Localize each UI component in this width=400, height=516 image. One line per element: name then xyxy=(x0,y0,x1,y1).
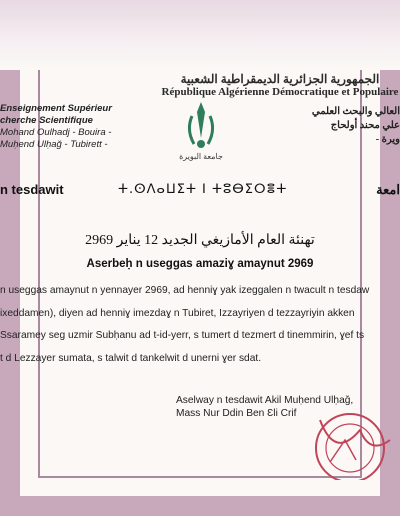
logo-caption: جامعة البويرة xyxy=(179,152,223,161)
university-name-arabic: امعة xyxy=(376,182,400,197)
left-header-line3: Mohand Oulhadj - Bouira - xyxy=(0,127,112,138)
right-header xyxy=(300,105,400,147)
greeting-title: Aserbeḥ n useggas amaziɣ amaynut 2969 xyxy=(86,258,314,270)
body-line: Ssaramey seg uzmir Subḥanu ad t-id-yerr, s tumert d tezmert d tinemmirin, ɣef ts xyxy=(0,330,365,341)
frame-top-band xyxy=(0,0,400,70)
university-logo-icon xyxy=(178,98,224,158)
republic-arabic: الجمهورية الجزائرية الديمقراطية الشعبية xyxy=(180,72,380,86)
signature-line2: Mass Nur Ddin Ben Ɛli Crif xyxy=(176,408,297,419)
body-line: t d Lezzayer sumata, s talwit d tankelwit d unerni ɣer sdat. xyxy=(0,352,262,364)
university-name-tifinagh: ⵜ.ⵙⴷⴰⵡⵉⵜ ⵏ ⵜⵓⴱⵉⵔⴻⵜ xyxy=(118,182,288,197)
university-name-latin: n tesdawit xyxy=(0,182,64,197)
right-header-line1: العالي والبحث العلمي xyxy=(311,106,400,117)
body-line: ixeddamen), diyen ad henniɣ imezdaɣ n Tubiret, Izzayriyen d tezzayriyin akken xyxy=(0,307,355,319)
signature-line1: Aselway n tesdawit Akil Muḥend Ulḥağ, xyxy=(176,395,354,406)
right-header-line3: ويرة - xyxy=(375,134,400,145)
greeting-arabic: تهنئة العام الأمازيغي الجديد 12 يناير 2969 xyxy=(85,233,315,248)
left-header-line4: Muḥend Ulḥağ - Tubirett - xyxy=(0,139,108,150)
left-header-line2: cherche Scientifique xyxy=(0,115,93,126)
left-header xyxy=(0,103,140,151)
right-header-line2: علي محند أولحاج xyxy=(330,120,400,131)
body-text xyxy=(0,280,400,370)
republic-french: République Algérienne Démocratique et Populaire xyxy=(161,86,399,98)
left-header-line1: Enseignement Supérieur xyxy=(0,103,112,114)
official-stamp-icon xyxy=(290,400,400,480)
body-line: n useggas amaynut n yennayer 2969, ad henniɣ yak izeggalen n twacult n tesdaw xyxy=(0,285,370,296)
